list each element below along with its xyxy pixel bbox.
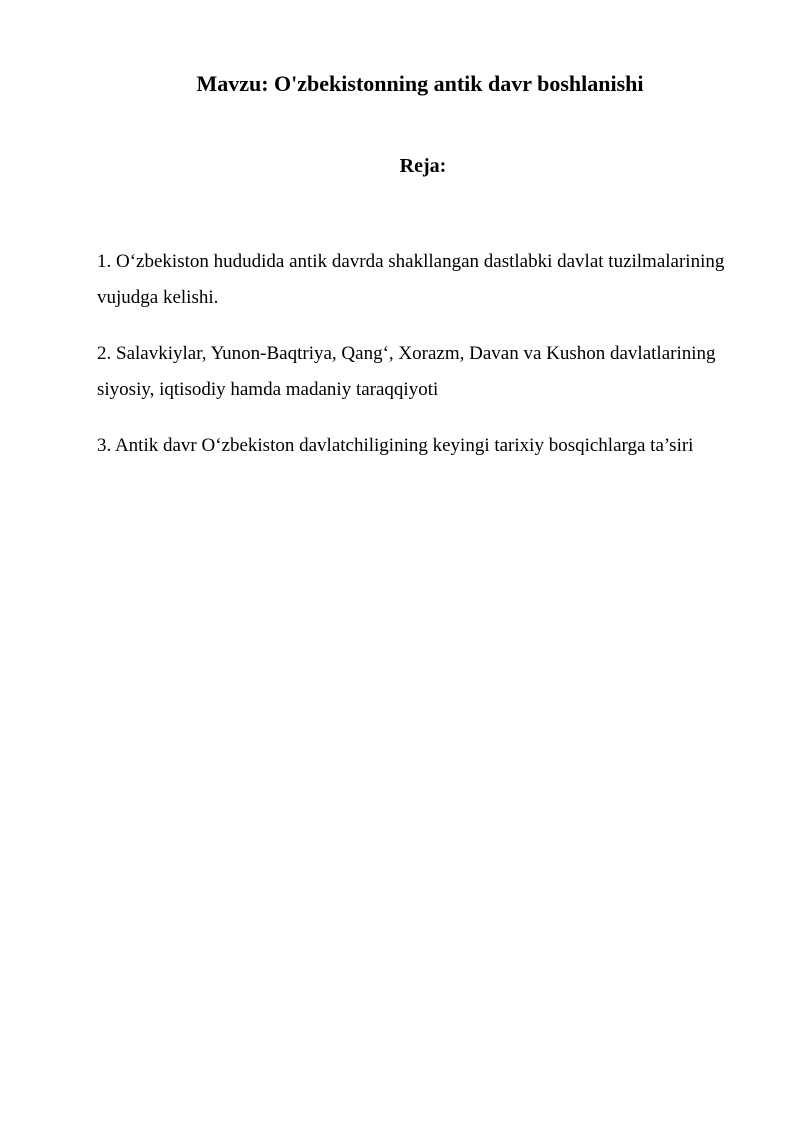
plan-item-3: 3. Antik davr O‘zbekiston davlatchiligining keyingi tarixiy bosqichlarga ta’siri — [97, 435, 694, 456]
plan-heading: Reja: — [399, 155, 447, 177]
plan-list — [97, 244, 737, 484]
plan-item-2: 2. Salavkiylar, Yunon-Baqtriya, Qang‘, Xorazm, Davan va Kushon davlatlarining siyosiy, iqtisodiy hamda madaniy taraqqiyoti — [97, 343, 716, 400]
plan-item-1: 1. O‘zbekiston hududida antik davrda shakllangan dastlabki davlat tuzilmalarining vujudga kelishi. — [97, 251, 725, 308]
document-title: Mavzu: O'zbekistonning antik davr boshlanishi — [196, 71, 644, 96]
